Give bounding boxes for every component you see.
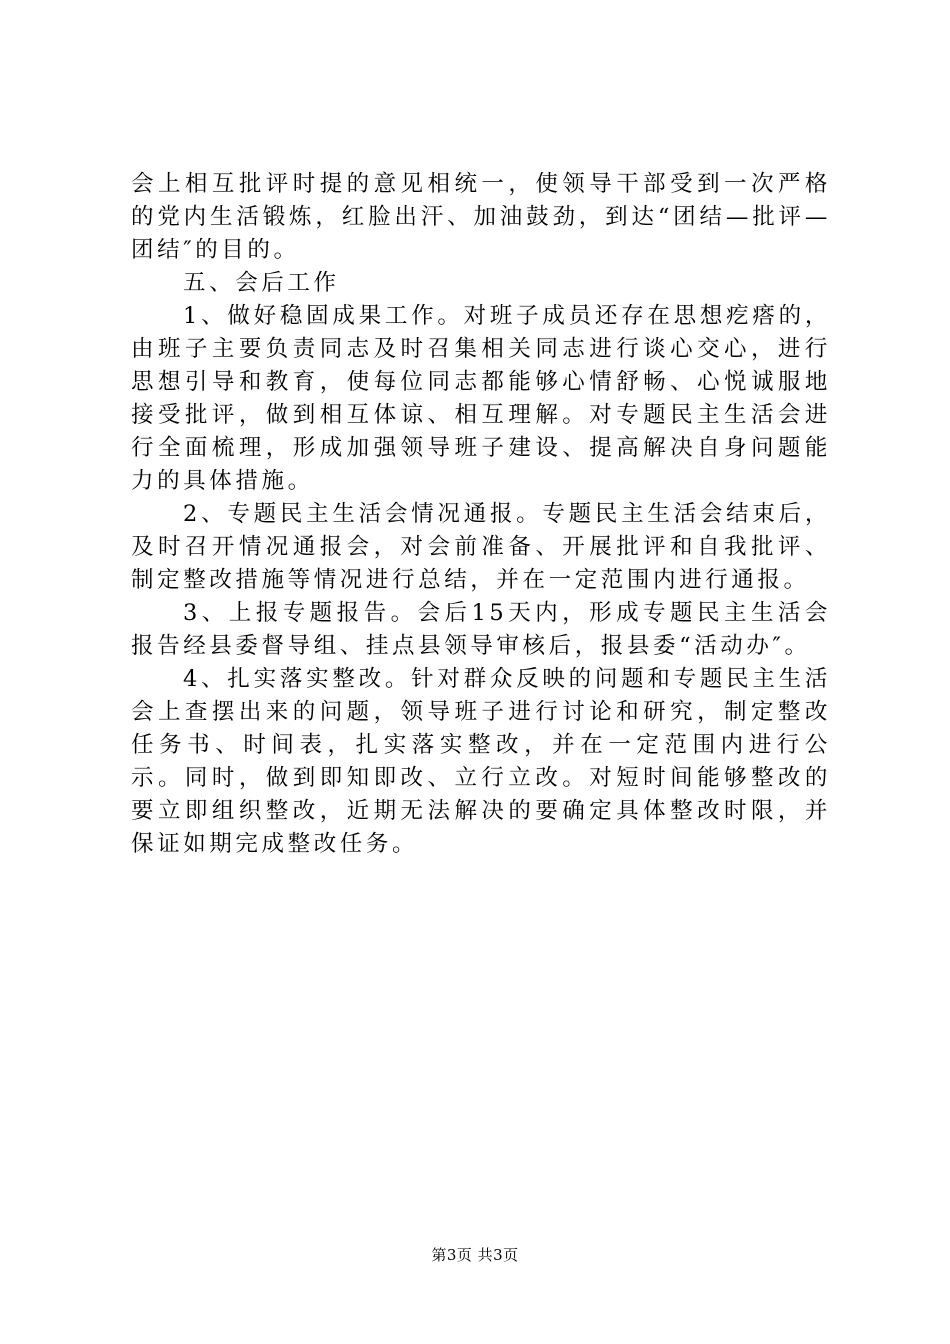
paragraph-item-3: 3、上报专题报告。会后15天内，形成专题民主生活会报告经县委督导组、挂点县领导审核后，报县委“活动办″。 [131, 600, 831, 659]
paragraph-continuation: 会上相互批评时提的意见相统一，使领导干部受到一次严格的党内生活锻炼，红脸出汗、加油鼓劲，到达“团结—批评—团结″的目的。 [131, 171, 831, 263]
page-number-footer: 第3页 共3页 [431, 1246, 519, 1264]
document-body [131, 168, 831, 861]
paragraph-item-1: 1、做好稳固成果工作。对班子成员还存在思想疙瘩的，由班子主要负责同志及时召集相关同志进行谈心交心，进行思想引导和教育，使每位同志都能够心情舒畅、心悦诚服地接受批评，做到相互体谅、相互理解。对专题民主生活会进行全面梳理，形成加强领导班子建设、提高解决自身问题能力的具体措施。 [131, 303, 831, 494]
paragraph-item-2: 2、专题民主生活会情况通报。专题民主生活会结束后，及时召开情况通报会，对会前准备、开展批评和自我批评、制定整改措施等情况进行总结，并在一定范围内进行通报。 [131, 501, 831, 593]
section-heading-post-meeting-work: 五、会后工作 [183, 270, 340, 296]
paragraph-item-4: 4、扎实落实整改。针对群众反映的问题和专题民主生活会上查摆出来的问题，领导班子进行讨论和研究，制定整改任务书、时间表，扎实落实整改，并在一定范围内进行公示。同时，做到即知即改、立行立改。对短时间能够整改的要立即组织整改，近期无法解决的要确定具体整改时限，并保证如期完成整改任务。 [131, 666, 831, 857]
